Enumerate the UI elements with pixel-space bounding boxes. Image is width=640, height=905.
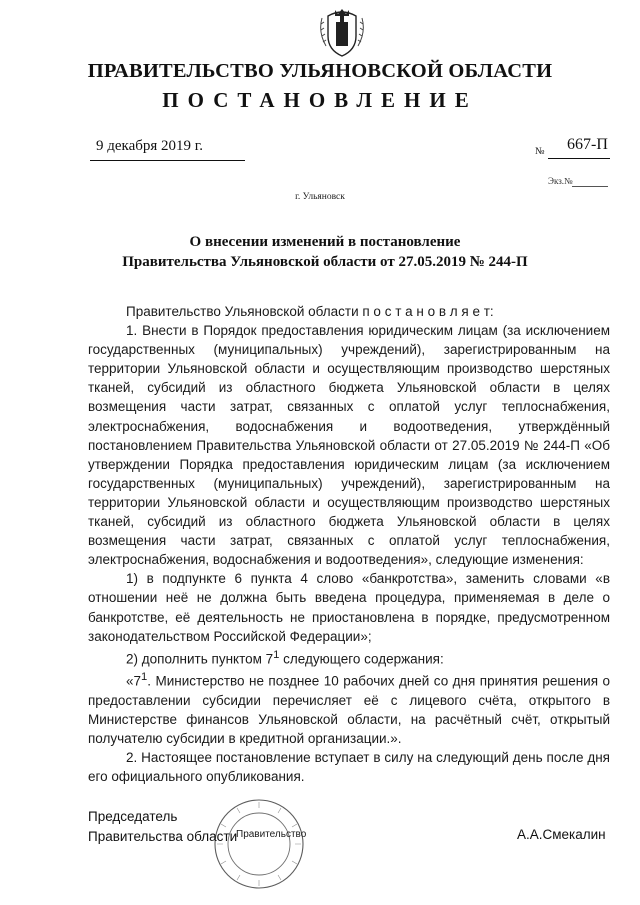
document-body bbox=[88, 302, 610, 786]
preamble: Правительство Ульяновской области п о с т а н о в л я е т: bbox=[126, 304, 494, 319]
seal-label: Правительство bbox=[236, 829, 307, 840]
position-line-2: Правительства области bbox=[88, 829, 238, 844]
subparagraph-2-suffix: следующего содержания: bbox=[279, 651, 444, 667]
copy-number-underline bbox=[572, 186, 608, 187]
subparagraph-2-superscript: 1 bbox=[273, 648, 280, 661]
document-date: 9 декабря 2019 г. bbox=[96, 138, 203, 154]
paragraph-2: 2. Настоящее постановление вступает в силу на следующий день после дня его официального опубликования. bbox=[88, 750, 610, 785]
new-point-text bbox=[88, 668, 610, 748]
coat-of-arms-icon bbox=[318, 6, 366, 60]
city: г. Ульяновск bbox=[295, 192, 345, 202]
subject-line-1: О внесении изменений в постановление bbox=[189, 234, 461, 250]
signatory-position bbox=[88, 807, 237, 847]
paragraph-1: 1. Внести в Порядок предоставления юридическим лицам (за исключением государственных (муниципальных) учреждений), зарегистрированным на территории Ульяновской области и осуществляющим производство шерстяных тканей, субсидий из областного бюджета Ульяновской области в целях возмещения части затрат, связанных с оплатой услуг теплоснабжения, электроснабжения, водоснабжения и водоотведения, утверждённый постановлением Правительства Ульяновской области от 27.05.2019 № 244-П «Об утверждении Порядка предоставления юридическим лицам (за исключением государственных (муниципальных) учреждений), зарегистрированным на территории Ульяновской области и осуществляющим производство шерстяных тканей, субсидий из областного бюджета Ульяновской области в целях возмещения части затрат, связанных с оплатой услуг теплоснабжения, электроснабжения, водоснабжения и водоотведения», следующие изменения: bbox=[88, 323, 610, 568]
subparagraph-1: 1) в подпункте 6 пункта 4 слово «банкротства», заменить словами «в отношении неё не должна быть введена процедура, применяемая в деле о банкротстве, её деятельность не приостановлена в порядке, предусмотренном законодательством Российской Федерации»; bbox=[88, 571, 610, 644]
subparagraph-2-prefix: 2) дополнить пунктом 7 bbox=[126, 651, 274, 667]
new-point-suffix: . Министерство не позднее 10 рабочих дней со дня принятия решения о предоставлении субсидии перечисляет её с лицевого счёта, открытого в Министерстве финансов Ульяновской области, на расчётный счёт, открытый получателю субсидии в кредитной организации.». bbox=[88, 673, 610, 747]
number-sign: № bbox=[535, 146, 545, 157]
document-type: ПОСТАНОВЛЕНИЕ bbox=[162, 88, 478, 112]
new-point-prefix: «7 bbox=[126, 673, 142, 689]
copy-number-label: Экз.№ bbox=[548, 176, 573, 186]
document-subject bbox=[60, 232, 590, 272]
signatory-name: А.А.Смекалин bbox=[517, 827, 606, 842]
number-underline bbox=[548, 158, 610, 159]
government-name: ПРАВИТЕЛЬСТВО УЛЬЯНОВСКОЙ ОБЛАСТИ bbox=[87, 60, 553, 82]
subject-line-2: Правительства Ульяновской области от 27.05.2019 № 244-П bbox=[122, 254, 528, 270]
position-line-1: Председатель bbox=[88, 809, 178, 824]
new-point-superscript: 1 bbox=[141, 671, 148, 684]
subparagraph-2 bbox=[88, 646, 610, 669]
date-underline bbox=[90, 160, 245, 161]
document-number: 667-П bbox=[567, 136, 608, 153]
